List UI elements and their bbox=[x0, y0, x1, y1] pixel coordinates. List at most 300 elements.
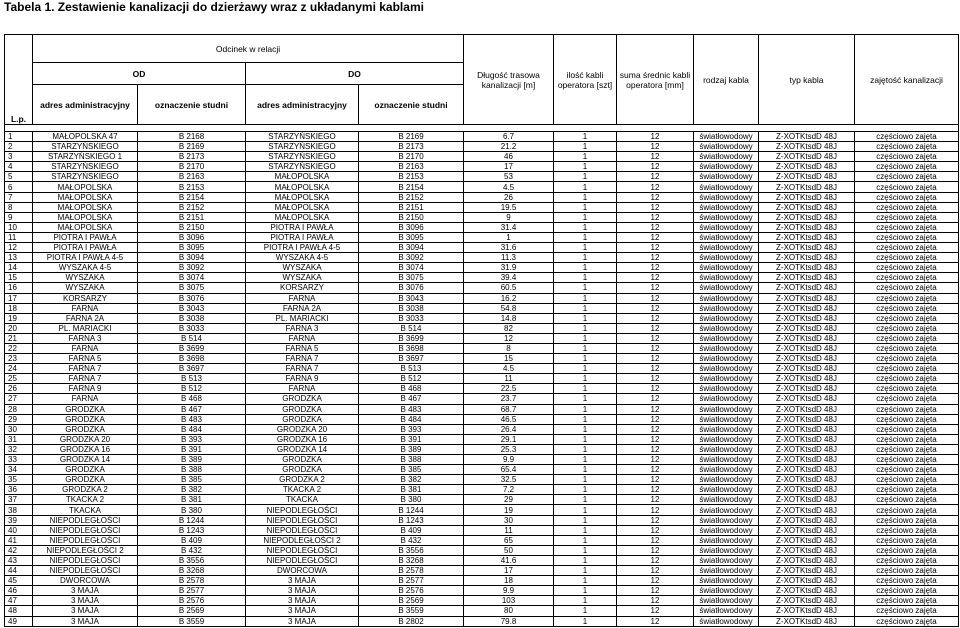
cell-od-adres: GRODZKA bbox=[33, 404, 138, 414]
cell-od-studnia: B 380 bbox=[138, 505, 246, 515]
cell-od-adres: GRODZKA bbox=[33, 424, 138, 434]
cell-zajetosc: częściowo zajęta bbox=[855, 303, 959, 313]
cell-lp: 49 bbox=[5, 616, 33, 626]
cell-typ: Z-XOTKtsdD 48J bbox=[759, 222, 855, 232]
cell-dlugosc: 11 bbox=[464, 374, 554, 384]
cell-suma: 12 bbox=[617, 545, 694, 555]
table-row bbox=[5, 303, 959, 313]
cell-od-adres: PIOTRA I PAWŁA bbox=[33, 232, 138, 242]
table-row bbox=[5, 414, 959, 424]
table-row bbox=[5, 343, 959, 353]
table-row bbox=[5, 202, 959, 212]
header-ilosc: ilość kabli operatora [szt] bbox=[554, 35, 617, 125]
cell-dlugosc: 4.5 bbox=[464, 364, 554, 374]
cell-typ: Z-XOTKtsdD 48J bbox=[759, 232, 855, 242]
header-dlugosc: Długość trasowa kanalizacji [m] bbox=[464, 35, 554, 125]
cell-zajetosc: częściowo zajęta bbox=[855, 162, 959, 172]
header-do-studnia: oznaczenie studni bbox=[359, 85, 464, 125]
cell-typ: Z-XOTKtsdD 48J bbox=[759, 162, 855, 172]
cell-lp: 31 bbox=[5, 434, 33, 444]
table-row bbox=[5, 273, 959, 283]
cell-do-studnia: B 3095 bbox=[359, 232, 464, 242]
cell-do-adres: 3 MAJA bbox=[246, 586, 359, 596]
cell-zajetosc: częściowo zajęta bbox=[855, 132, 959, 142]
cell-lp: 43 bbox=[5, 555, 33, 565]
cell-rodzaj: światłowodowy bbox=[694, 333, 759, 343]
cell-typ: Z-XOTKtsdD 48J bbox=[759, 132, 855, 142]
cell-typ: Z-XOTKtsdD 48J bbox=[759, 535, 855, 545]
table-row bbox=[5, 222, 959, 232]
cell-do-adres: STARZYŃSKIEGO bbox=[246, 142, 359, 152]
cell-typ: Z-XOTKtsdD 48J bbox=[759, 555, 855, 565]
cell-do-adres: FARNA bbox=[246, 333, 359, 343]
cell-do-studnia: B 3043 bbox=[359, 293, 464, 303]
cell-zajetosc: częściowo zajęta bbox=[855, 465, 959, 475]
cell-od-adres: FARNA bbox=[33, 394, 138, 404]
cell-suma: 12 bbox=[617, 434, 694, 444]
cell-zajetosc: częściowo zajęta bbox=[855, 394, 959, 404]
cell-zajetosc: częściowo zajęta bbox=[855, 505, 959, 515]
cell-zajetosc: częściowo zajęta bbox=[855, 283, 959, 293]
cell-ilosc: 1 bbox=[554, 465, 617, 475]
cell-do-adres: STARZYŃSKIEGO bbox=[246, 132, 359, 142]
cell-rodzaj: światłowodowy bbox=[694, 354, 759, 364]
table-row bbox=[5, 576, 959, 586]
table-row bbox=[5, 555, 959, 565]
cell-ilosc: 1 bbox=[554, 566, 617, 576]
cell-lp: 7 bbox=[5, 192, 33, 202]
table-row bbox=[5, 455, 959, 465]
cell-lp: 15 bbox=[5, 273, 33, 283]
cell-typ: Z-XOTKtsdD 48J bbox=[759, 455, 855, 465]
cell-lp: 34 bbox=[5, 465, 33, 475]
table-row bbox=[5, 243, 959, 253]
cell-do-studnia: B 3092 bbox=[359, 253, 464, 263]
cell-suma: 12 bbox=[617, 535, 694, 545]
cell-lp: 18 bbox=[5, 303, 33, 313]
cell-ilosc: 1 bbox=[554, 424, 617, 434]
cell-do-studnia: B 513 bbox=[359, 364, 464, 374]
cell-dlugosc: 11.3 bbox=[464, 253, 554, 263]
cell-do-adres: GRODZKA bbox=[246, 404, 359, 414]
cell-ilosc: 1 bbox=[554, 333, 617, 343]
cable-table bbox=[4, 34, 959, 627]
cell-zajetosc: częściowo zajęta bbox=[855, 586, 959, 596]
cell-lp: 41 bbox=[5, 535, 33, 545]
cell-rodzaj: światłowodowy bbox=[694, 313, 759, 323]
cell-od-studnia: B 3556 bbox=[138, 555, 246, 565]
cell-od-studnia: B 2173 bbox=[138, 152, 246, 162]
cell-od-adres: NIEPODLEGŁOŚCI 2 bbox=[33, 545, 138, 555]
cell-lp: 23 bbox=[5, 354, 33, 364]
cell-do-studnia: B 2577 bbox=[359, 576, 464, 586]
cell-typ: Z-XOTKtsdD 48J bbox=[759, 374, 855, 384]
cell-ilosc: 1 bbox=[554, 555, 617, 565]
cell-ilosc: 1 bbox=[554, 444, 617, 454]
cell-rodzaj: światłowodowy bbox=[694, 253, 759, 263]
cell-rodzaj: światłowodowy bbox=[694, 505, 759, 515]
cell-do-adres: PIOTRA I PAWŁA bbox=[246, 232, 359, 242]
cell-do-adres: FARNA 2A bbox=[246, 303, 359, 313]
cell-zajetosc: częściowo zajęta bbox=[855, 495, 959, 505]
cell-dlugosc: 17 bbox=[464, 162, 554, 172]
cell-zajetosc: częściowo zajęta bbox=[855, 535, 959, 545]
cell-typ: Z-XOTKtsdD 48J bbox=[759, 505, 855, 515]
cell-do-adres: PIOTRA I PAWŁA bbox=[246, 222, 359, 232]
cell-od-adres: GRODZKA bbox=[33, 414, 138, 424]
cell-suma: 12 bbox=[617, 364, 694, 374]
cell-od-studnia: B 3038 bbox=[138, 313, 246, 323]
cell-ilosc: 1 bbox=[554, 172, 617, 182]
cell-ilosc: 1 bbox=[554, 525, 617, 535]
cell-od-adres: GRODZKA 16 bbox=[33, 444, 138, 454]
cell-rodzaj: światłowodowy bbox=[694, 475, 759, 485]
cell-dlugosc: 19.5 bbox=[464, 202, 554, 212]
cell-zajetosc: częściowo zajęta bbox=[855, 485, 959, 495]
cell-zajetosc: częściowo zajęta bbox=[855, 606, 959, 616]
cell-dlugosc: 23.7 bbox=[464, 394, 554, 404]
cell-dlugosc: 46.5 bbox=[464, 414, 554, 424]
cell-ilosc: 1 bbox=[554, 576, 617, 586]
cell-suma: 12 bbox=[617, 192, 694, 202]
cell-rodzaj: światłowodowy bbox=[694, 444, 759, 454]
cell-suma: 12 bbox=[617, 566, 694, 576]
cell-lp: 30 bbox=[5, 424, 33, 434]
cell-od-adres: NIEPODLEGŁOŚCI bbox=[33, 566, 138, 576]
cell-od-adres: MAŁOPOLSKA bbox=[33, 192, 138, 202]
cell-ilosc: 1 bbox=[554, 283, 617, 293]
cell-do-adres: GRODZKA bbox=[246, 455, 359, 465]
cell-zajetosc: częściowo zajęta bbox=[855, 152, 959, 162]
cell-rodzaj: światłowodowy bbox=[694, 485, 759, 495]
cell-ilosc: 1 bbox=[554, 545, 617, 555]
cell-dlugosc: 26.4 bbox=[464, 424, 554, 434]
cell-ilosc: 1 bbox=[554, 323, 617, 333]
cell-dlugosc: 60.5 bbox=[464, 283, 554, 293]
cell-dlugosc: 8 bbox=[464, 343, 554, 353]
cell-dlugosc: 12 bbox=[464, 333, 554, 343]
table-row bbox=[5, 475, 959, 485]
cell-dlugosc: 31.4 bbox=[464, 222, 554, 232]
cell-dlugosc: 53 bbox=[464, 172, 554, 182]
cell-lp: 32 bbox=[5, 444, 33, 454]
cell-zajetosc: częściowo zajęta bbox=[855, 172, 959, 182]
cell-do-studnia: B 512 bbox=[359, 374, 464, 384]
cell-do-studnia: B 2802 bbox=[359, 616, 464, 626]
cell-suma: 12 bbox=[617, 132, 694, 142]
table-row bbox=[5, 606, 959, 616]
cell-zajetosc: częściowo zajęta bbox=[855, 475, 959, 485]
cell-ilosc: 1 bbox=[554, 273, 617, 283]
cell-suma: 12 bbox=[617, 243, 694, 253]
cell-do-studnia: B 409 bbox=[359, 525, 464, 535]
cell-do-studnia: B 514 bbox=[359, 323, 464, 333]
cell-dlugosc: 50 bbox=[464, 545, 554, 555]
cell-rodzaj: światłowodowy bbox=[694, 455, 759, 465]
cell-od-adres: 3 MAJA bbox=[33, 606, 138, 616]
cell-do-adres: NIEPODLEGŁOŚCI bbox=[246, 525, 359, 535]
cell-od-studnia: B 2168 bbox=[138, 132, 246, 142]
cell-ilosc: 1 bbox=[554, 202, 617, 212]
cell-od-adres: FARNA 9 bbox=[33, 384, 138, 394]
cell-od-adres: WYSZAKA 4-5 bbox=[33, 263, 138, 273]
cell-do-studnia: B 391 bbox=[359, 434, 464, 444]
cell-zajetosc: częściowo zajęta bbox=[855, 142, 959, 152]
cell-suma: 12 bbox=[617, 182, 694, 192]
cell-od-studnia: B 382 bbox=[138, 485, 246, 495]
cell-od-studnia: B 2169 bbox=[138, 142, 246, 152]
cell-zajetosc: częściowo zajęta bbox=[855, 596, 959, 606]
cell-typ: Z-XOTKtsdD 48J bbox=[759, 515, 855, 525]
cell-do-adres: MAŁOPOLSKA bbox=[246, 172, 359, 182]
cell-suma: 12 bbox=[617, 404, 694, 414]
cell-lp: 28 bbox=[5, 404, 33, 414]
cell-suma: 12 bbox=[617, 263, 694, 273]
cell-lp: 33 bbox=[5, 455, 33, 465]
cell-typ: Z-XOTKtsdD 48J bbox=[759, 424, 855, 434]
cell-typ: Z-XOTKtsdD 48J bbox=[759, 525, 855, 535]
table-row bbox=[5, 505, 959, 515]
table-row bbox=[5, 586, 959, 596]
cell-suma: 12 bbox=[617, 606, 694, 616]
cell-do-studnia: B 3094 bbox=[359, 243, 464, 253]
cell-ilosc: 1 bbox=[554, 394, 617, 404]
cell-od-studnia: B 391 bbox=[138, 444, 246, 454]
cell-od-studnia: B 2576 bbox=[138, 596, 246, 606]
cell-rodzaj: światłowodowy bbox=[694, 192, 759, 202]
cell-typ: Z-XOTKtsdD 48J bbox=[759, 253, 855, 263]
cell-suma: 12 bbox=[617, 555, 694, 565]
cell-od-studnia: B 514 bbox=[138, 333, 246, 343]
cell-ilosc: 1 bbox=[554, 293, 617, 303]
cell-suma: 12 bbox=[617, 485, 694, 495]
cell-od-studnia: B 3096 bbox=[138, 232, 246, 242]
cell-ilosc: 1 bbox=[554, 384, 617, 394]
header-do: DO bbox=[246, 63, 464, 85]
cell-dlugosc: 46 bbox=[464, 152, 554, 162]
cell-do-studnia: B 3074 bbox=[359, 263, 464, 273]
cell-ilosc: 1 bbox=[554, 222, 617, 232]
cell-od-studnia: B 3075 bbox=[138, 283, 246, 293]
cell-od-adres: FARNA 2A bbox=[33, 313, 138, 323]
table-row bbox=[5, 333, 959, 343]
cell-rodzaj: światłowodowy bbox=[694, 566, 759, 576]
cell-do-adres: MAŁOPOLSKA bbox=[246, 212, 359, 222]
cell-lp: 11 bbox=[5, 232, 33, 242]
cell-zajetosc: częściowo zajęta bbox=[855, 313, 959, 323]
cell-lp: 22 bbox=[5, 343, 33, 353]
cell-lp: 36 bbox=[5, 485, 33, 495]
cell-dlugosc: 11 bbox=[464, 525, 554, 535]
cell-ilosc: 1 bbox=[554, 404, 617, 414]
cell-od-adres: TKACKA bbox=[33, 505, 138, 515]
cell-rodzaj: światłowodowy bbox=[694, 273, 759, 283]
cell-suma: 12 bbox=[617, 495, 694, 505]
cell-do-studnia: B 3075 bbox=[359, 273, 464, 283]
cell-rodzaj: światłowodowy bbox=[694, 586, 759, 596]
cell-dlugosc: 21.2 bbox=[464, 142, 554, 152]
cell-suma: 12 bbox=[617, 374, 694, 384]
cell-ilosc: 1 bbox=[554, 495, 617, 505]
cell-suma: 12 bbox=[617, 222, 694, 232]
cell-suma: 12 bbox=[617, 394, 694, 404]
cell-rodzaj: światłowodowy bbox=[694, 384, 759, 394]
cell-do-adres: MAŁOPOLSKA bbox=[246, 202, 359, 212]
cell-rodzaj: światłowodowy bbox=[694, 535, 759, 545]
table-row bbox=[5, 364, 959, 374]
cell-lp: 39 bbox=[5, 515, 33, 525]
cell-do-adres: DWORCOWA bbox=[246, 566, 359, 576]
cell-od-studnia: B 2151 bbox=[138, 212, 246, 222]
cell-od-studnia: B 3074 bbox=[138, 273, 246, 283]
cell-od-studnia: B 2154 bbox=[138, 192, 246, 202]
cell-rodzaj: światłowodowy bbox=[694, 293, 759, 303]
cell-ilosc: 1 bbox=[554, 182, 617, 192]
cell-dlugosc: 79.8 bbox=[464, 616, 554, 626]
cell-suma: 12 bbox=[617, 596, 694, 606]
header-typ: typ kabla bbox=[759, 35, 855, 125]
table-row bbox=[5, 142, 959, 152]
cell-dlugosc: 29.1 bbox=[464, 434, 554, 444]
cell-rodzaj: światłowodowy bbox=[694, 465, 759, 475]
table-row bbox=[5, 253, 959, 263]
cell-do-adres: WYSZAKA 4-5 bbox=[246, 253, 359, 263]
header-od: OD bbox=[33, 63, 246, 85]
cell-typ: Z-XOTKtsdD 48J bbox=[759, 243, 855, 253]
table-row bbox=[5, 293, 959, 303]
table-row bbox=[5, 192, 959, 202]
table-row bbox=[5, 566, 959, 576]
cell-lp: 13 bbox=[5, 253, 33, 263]
cell-ilosc: 1 bbox=[554, 162, 617, 172]
cell-zajetosc: częściowo zajęta bbox=[855, 434, 959, 444]
cell-typ: Z-XOTKtsdD 48J bbox=[759, 414, 855, 424]
cell-do-studnia: B 2163 bbox=[359, 162, 464, 172]
cell-dlugosc: 7.2 bbox=[464, 485, 554, 495]
cell-zajetosc: częściowo zajęta bbox=[855, 404, 959, 414]
cell-ilosc: 1 bbox=[554, 313, 617, 323]
cell-dlugosc: 54.8 bbox=[464, 303, 554, 313]
table-row bbox=[5, 535, 959, 545]
cell-do-adres: STARZYŃSKIEGO bbox=[246, 162, 359, 172]
cell-rodzaj: światłowodowy bbox=[694, 263, 759, 273]
cell-ilosc: 1 bbox=[554, 586, 617, 596]
cell-lp: 38 bbox=[5, 505, 33, 515]
table-row bbox=[5, 515, 959, 525]
cell-do-adres: WYSZAKA bbox=[246, 273, 359, 283]
cell-od-adres: 3 MAJA bbox=[33, 596, 138, 606]
cell-do-studnia: B 2153 bbox=[359, 172, 464, 182]
cell-od-adres: NIEPODLEGŁOŚCI bbox=[33, 555, 138, 565]
cell-zajetosc: częściowo zajęta bbox=[855, 222, 959, 232]
cell-od-studnia: B 3076 bbox=[138, 293, 246, 303]
cell-od-studnia: B 3043 bbox=[138, 303, 246, 313]
cell-do-adres: FARNA bbox=[246, 384, 359, 394]
cell-od-studnia: B 1244 bbox=[138, 515, 246, 525]
cell-do-studnia: B 468 bbox=[359, 384, 464, 394]
cell-od-adres: MAŁOPOLSKA 47 bbox=[33, 132, 138, 142]
table-row bbox=[5, 404, 959, 414]
cell-do-adres: KORSARZY bbox=[246, 283, 359, 293]
cell-typ: Z-XOTKtsdD 48J bbox=[759, 303, 855, 313]
cell-lp: 1 bbox=[5, 132, 33, 142]
cell-suma: 12 bbox=[617, 333, 694, 343]
cell-rodzaj: światłowodowy bbox=[694, 162, 759, 172]
cell-suma: 12 bbox=[617, 424, 694, 434]
cell-do-adres: STARZYŃSKIEGO bbox=[246, 152, 359, 162]
cell-ilosc: 1 bbox=[554, 475, 617, 485]
cell-do-studnia: B 467 bbox=[359, 394, 464, 404]
cell-typ: Z-XOTKtsdD 48J bbox=[759, 293, 855, 303]
cell-suma: 12 bbox=[617, 142, 694, 152]
cell-typ: Z-XOTKtsdD 48J bbox=[759, 475, 855, 485]
cell-ilosc: 1 bbox=[554, 192, 617, 202]
cell-od-studnia: B 3698 bbox=[138, 354, 246, 364]
cell-typ: Z-XOTKtsdD 48J bbox=[759, 434, 855, 444]
cell-ilosc: 1 bbox=[554, 232, 617, 242]
cell-typ: Z-XOTKtsdD 48J bbox=[759, 323, 855, 333]
cell-do-studnia: B 2576 bbox=[359, 586, 464, 596]
cell-dlugosc: 103 bbox=[464, 596, 554, 606]
cell-ilosc: 1 bbox=[554, 485, 617, 495]
cell-do-studnia: B 382 bbox=[359, 475, 464, 485]
cell-zajetosc: częściowo zajęta bbox=[855, 424, 959, 434]
cell-do-adres: MAŁOPOLSKA bbox=[246, 192, 359, 202]
cell-od-studnia: B 388 bbox=[138, 465, 246, 475]
cell-rodzaj: światłowodowy bbox=[694, 232, 759, 242]
cell-do-adres: GRODZKA 16 bbox=[246, 434, 359, 444]
cell-lp: 29 bbox=[5, 414, 33, 424]
cell-zajetosc: częściowo zajęta bbox=[855, 343, 959, 353]
cell-typ: Z-XOTKtsdD 48J bbox=[759, 576, 855, 586]
cell-rodzaj: światłowodowy bbox=[694, 414, 759, 424]
header-od-adres: adres administracyjny bbox=[33, 85, 138, 125]
cell-lp: 27 bbox=[5, 394, 33, 404]
cell-typ: Z-XOTKtsdD 48J bbox=[759, 586, 855, 596]
cell-do-adres: FARNA 5 bbox=[246, 343, 359, 353]
cell-dlugosc: 15 bbox=[464, 354, 554, 364]
cell-typ: Z-XOTKtsdD 48J bbox=[759, 333, 855, 343]
cell-rodzaj: światłowodowy bbox=[694, 424, 759, 434]
cell-do-adres: NIEPODLEGŁOŚCI bbox=[246, 545, 359, 555]
cell-do-studnia: B 388 bbox=[359, 455, 464, 465]
cell-rodzaj: światłowodowy bbox=[694, 152, 759, 162]
cell-od-adres: FARNA 5 bbox=[33, 354, 138, 364]
cell-typ: Z-XOTKtsdD 48J bbox=[759, 202, 855, 212]
cell-do-studnia: B 484 bbox=[359, 414, 464, 424]
cell-ilosc: 1 bbox=[554, 414, 617, 424]
cell-lp: 5 bbox=[5, 172, 33, 182]
cell-dlugosc: 9.9 bbox=[464, 586, 554, 596]
cell-od-studnia: B 1243 bbox=[138, 525, 246, 535]
cell-do-studnia: B 3699 bbox=[359, 333, 464, 343]
cell-lp: 3 bbox=[5, 152, 33, 162]
cell-od-studnia: B 385 bbox=[138, 475, 246, 485]
cell-od-studnia: B 3268 bbox=[138, 566, 246, 576]
cell-dlugosc: 26 bbox=[464, 192, 554, 202]
table-row bbox=[5, 465, 959, 475]
cell-dlugosc: 18 bbox=[464, 576, 554, 586]
cell-od-adres: NIEPODLEGŁOŚCI bbox=[33, 525, 138, 535]
cell-od-studnia: B 3092 bbox=[138, 263, 246, 273]
cell-do-studnia: B 3268 bbox=[359, 555, 464, 565]
cell-od-adres: GRODZKA bbox=[33, 465, 138, 475]
cell-od-adres: MAŁOPOLSKA bbox=[33, 212, 138, 222]
cell-suma: 12 bbox=[617, 586, 694, 596]
cell-rodzaj: światłowodowy bbox=[694, 172, 759, 182]
cell-dlugosc: 9 bbox=[464, 212, 554, 222]
cell-suma: 12 bbox=[617, 212, 694, 222]
